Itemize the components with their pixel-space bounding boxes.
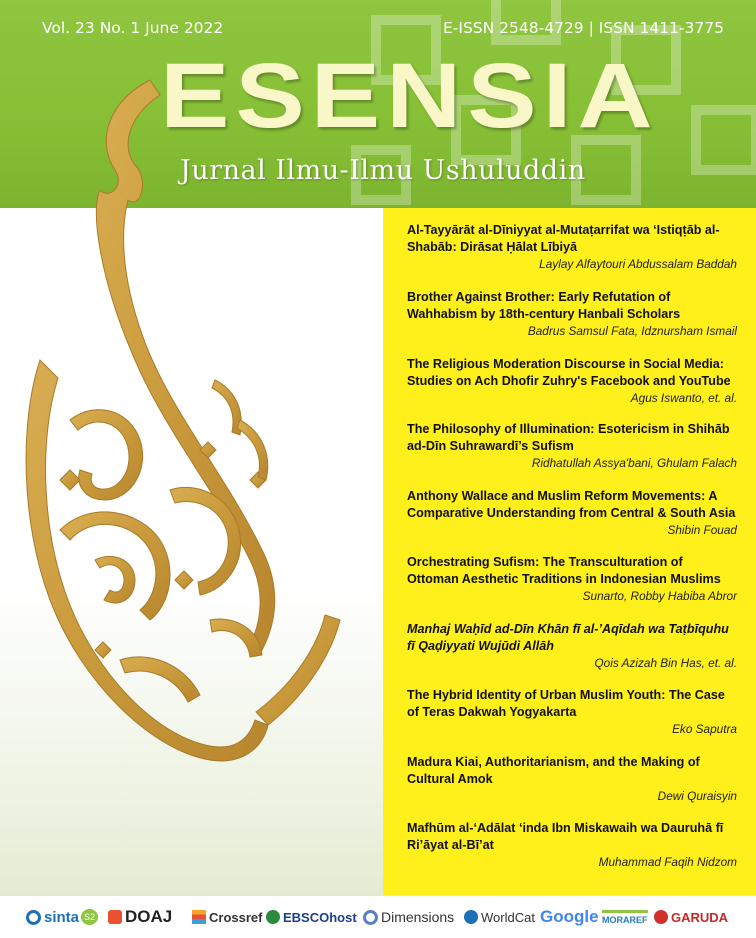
ebscohost-logo[interactable] <box>266 906 357 928</box>
article-title: The Philosophy of Illumination: Esotericism in Shihāb ad-Dīn Suhrawardī’s Sufism <box>407 422 730 453</box>
article-item <box>407 488 737 538</box>
doaj-logo[interactable] <box>108 906 172 928</box>
article-item <box>407 621 737 671</box>
article-author: Eko Saputra <box>672 722 737 736</box>
issn-info: E-ISSN 2548-4729 | ISSN 1411-3775 <box>443 19 724 37</box>
garuda-text: GARUDA <box>671 909 729 925</box>
article-author: Qois Azizah Bin Has, et. al. <box>594 656 737 670</box>
article-list-panel <box>383 208 756 895</box>
sinta-icon <box>26 910 41 925</box>
crossref-text: Crossref <box>209 909 263 925</box>
moraref-text: MORAREF <box>602 910 648 925</box>
article-item <box>407 421 737 471</box>
article-item <box>407 820 737 870</box>
article-item <box>407 222 737 272</box>
article-item <box>407 687 737 737</box>
article-title: Al-Tayyārāt al-Dīniyyat al-Mutaṭarrifat wa ‘Istiqṭāb al-Shabāb: Dirāsat Ḥālat Lībiyā <box>407 223 720 254</box>
journal-subtitle: Jurnal Ilmu-Ilmu Ushuluddin <box>180 155 586 186</box>
article-title: The Religious Moderation Discourse in Social Media: Studies on Ach Dhofir Zuhry's Facebook and YouTube <box>407 357 731 388</box>
volume-info: Vol. 23 No. 1 June 2022 <box>42 19 224 37</box>
worldcat-icon <box>464 910 478 924</box>
journal-title: ESENSIA <box>160 44 659 148</box>
article-author: Laylay Alfaytouri Abdussalam Baddah <box>539 257 737 271</box>
crossref-logo[interactable] <box>192 906 262 928</box>
arabic-calligraphy-artwork <box>0 60 383 860</box>
google-scholar-logo[interactable] <box>540 906 599 928</box>
dimensions-logo[interactable] <box>363 906 454 928</box>
article-author: Dewi Quraisyin <box>657 789 737 803</box>
ebsco-icon <box>266 910 280 924</box>
garuda-icon <box>654 910 668 924</box>
ebscohost-text: EBSCOhost <box>283 909 357 925</box>
doaj-icon <box>108 910 122 924</box>
article-title: Manhaj Waḥīd ad-Dīn Khān fī al-’Aqīdah wa Taṭbīquhu fī Qaḍiyyati Wujūdi Allāh <box>407 622 729 653</box>
article-author: Sunarto, Robby Habiba Abror <box>582 589 737 603</box>
article-title: Orchestrating Sufism: The Transculturation of Ottoman Aesthetic Traditions in Indonesian Muslims <box>407 555 721 586</box>
sinta-logo[interactable] <box>26 906 98 928</box>
dimensions-icon <box>363 910 378 925</box>
article-author: Badrus Samsul Fata, Idznursham Ismail <box>527 324 737 338</box>
article-title: Brother Against Brother: Early Refutation of Wahhabism by 18th-century Hanbali Scholars <box>407 290 681 321</box>
sinta-badge: S2 <box>81 909 98 925</box>
moraref-logo[interactable] <box>602 906 648 928</box>
article-item <box>407 554 737 604</box>
crossref-icon <box>192 910 206 924</box>
article-author: Agus Iswanto, et. al. <box>630 391 737 405</box>
article-author: Ridhatullah Assya'bani, Ghulam Falach <box>531 456 737 470</box>
dimensions-text: Dimensions <box>381 909 455 925</box>
garuda-logo[interactable] <box>654 906 728 928</box>
article-author: Muhammad Faqih Nidzom <box>598 855 737 869</box>
worldcat-logo[interactable] <box>464 906 535 928</box>
google-text: Google <box>540 907 599 926</box>
article-title: The Hybrid Identity of Urban Muslim Youth: The Case of Teras Dakwah Yogyakarta <box>407 688 725 719</box>
article-title: Madura Kiai, Authoritarianism, and the Making of Cultural Amok <box>407 755 700 786</box>
sinta-text: sinta <box>44 908 80 926</box>
worldcat-text: WorldCat <box>481 909 535 925</box>
article-item <box>407 356 737 406</box>
article-item <box>407 754 737 804</box>
doaj-text: DOAJ <box>125 907 173 926</box>
article-title: Anthony Wallace and Muslim Reform Movements: A Comparative Understanding from Central & South Asia <box>407 489 736 520</box>
article-author: Shibin Fouad <box>667 523 737 537</box>
indexer-logo-bar <box>0 895 756 938</box>
article-title: Mafhūm al-‘Adālat ‘inda Ibn Miskawaih wa Dauruhā fī Ri’āyat al-Bī’at <box>407 821 724 852</box>
article-item <box>407 289 737 339</box>
